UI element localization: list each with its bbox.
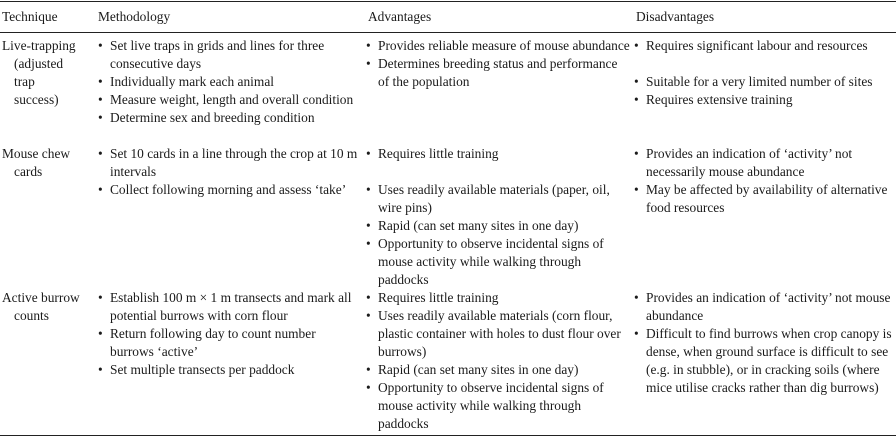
item-text: Rapid (can set many sites in one day) <box>378 362 579 377</box>
list-item <box>98 325 360 361</box>
list-item <box>366 307 630 361</box>
bullet-icon: • <box>98 92 103 107</box>
row-3-methodology <box>98 289 360 379</box>
bullet-icon: • <box>634 290 639 305</box>
technique-line: trap <box>14 74 35 89</box>
bullet-icon: • <box>634 326 639 341</box>
bullet-icon: • <box>366 380 371 395</box>
item-text: Provides an indication of ‘activity’ not mouse abundance <box>646 290 891 323</box>
bullet-icon: • <box>366 182 371 197</box>
technique-line: counts <box>14 308 49 323</box>
item-text: Set live traps in grids and lines for three consecutive days <box>110 38 325 71</box>
bullet-icon: • <box>366 290 371 305</box>
list-item <box>98 37 360 73</box>
row-2-technique <box>2 145 92 181</box>
bullet-icon: • <box>366 56 371 71</box>
bullet-icon: • <box>634 74 639 89</box>
item-text: Uses readily available materials (corn flour, plastic container with holes to dust flour over burrows) <box>378 308 621 359</box>
header-methodology: Methodology <box>98 9 171 24</box>
list-item <box>366 55 630 91</box>
item-text: Uses readily available materials (paper, oil, wire pins) <box>378 182 610 215</box>
row-3-disadvantages <box>634 289 894 397</box>
item-text: Individually mark each animal <box>110 74 274 89</box>
list-item <box>366 181 630 217</box>
item-text: Requires extensive training <box>646 92 793 107</box>
header-advantages: Advantages <box>368 9 432 24</box>
list-item <box>98 181 360 199</box>
list-item <box>634 73 894 91</box>
list-item <box>98 73 360 91</box>
item-text: Difficult to find burrows when crop canopy is dense, when ground surface is difficult to see (e.g. in stubble), or in cracking soils (where mice utilise cracks rather than dig burrows) <box>646 326 892 395</box>
item-text: Collect following morning and assess ‘take’ <box>110 182 347 197</box>
item-text: Requires little training <box>378 146 499 161</box>
list-item <box>366 379 630 433</box>
technique-line: Active burrow <box>2 290 80 305</box>
list-item <box>98 145 360 181</box>
row-1-technique <box>2 37 92 109</box>
spacer <box>366 163 630 181</box>
row-2-disadvantages <box>634 145 894 217</box>
row-3-advantages <box>366 289 630 433</box>
top-rule <box>0 1 896 2</box>
bullet-icon: • <box>366 236 371 251</box>
item-text: Set multiple transects per paddock <box>110 362 295 377</box>
list-item <box>634 325 894 397</box>
item-text: Requires significant labour and resources <box>646 38 868 53</box>
bullet-icon: • <box>366 362 371 377</box>
technique-line: cards <box>14 164 43 179</box>
item-text: Return following day to count number burrows ‘active’ <box>110 326 316 359</box>
list-item <box>634 145 894 181</box>
bullet-icon: • <box>98 326 103 341</box>
bullet-icon: • <box>98 110 103 125</box>
bullet-icon: • <box>98 38 103 53</box>
item-text: Establish 100 m × 1 m transects and mark all potential burrows with corn flour <box>110 290 352 323</box>
bullet-icon: • <box>98 362 103 377</box>
list-item <box>366 145 630 163</box>
list-item <box>634 37 894 55</box>
spacer <box>634 55 894 73</box>
header-rule <box>0 32 896 33</box>
row-1-advantages <box>366 37 630 91</box>
header-disadvantages: Disadvantages <box>636 9 715 24</box>
item-text: Determine sex and breeding condition <box>110 110 315 125</box>
bullet-icon: • <box>98 290 103 305</box>
list-item <box>98 109 360 127</box>
list-item <box>366 37 630 55</box>
header-technique: Technique <box>2 9 58 24</box>
list-item <box>366 217 630 235</box>
item-text: Opportunity to observe incidental signs of mouse activity while walking through paddocks <box>378 380 604 431</box>
bullet-icon: • <box>366 38 371 53</box>
list-item <box>366 361 630 379</box>
technique-line: success) <box>14 92 59 107</box>
list-item <box>98 361 360 379</box>
bullet-icon: • <box>98 146 103 161</box>
item-text: Opportunity to observe incidental signs of mouse activity while walking through paddocks <box>378 236 604 287</box>
bullet-icon: • <box>366 146 371 161</box>
row-1-methodology <box>98 37 360 127</box>
bottom-rule <box>0 435 896 436</box>
bullet-icon: • <box>634 38 639 53</box>
item-text: Requires little training <box>378 290 499 305</box>
row-3-technique <box>2 289 92 325</box>
bullet-icon: • <box>98 182 103 197</box>
item-text: Determines breeding status and performance of the population <box>378 56 618 89</box>
row-2-advantages <box>366 145 630 289</box>
bullet-icon: • <box>634 92 639 107</box>
item-text: Suitable for a very limited number of sites <box>646 74 873 89</box>
list-item <box>634 91 894 109</box>
bullet-icon: • <box>366 308 371 323</box>
row-1-disadvantages <box>634 37 894 109</box>
technique-line: Live-trapping <box>2 38 76 53</box>
bullet-icon: • <box>634 146 639 161</box>
item-text: Provides an indication of ‘activity’ not necessarily mouse abundance <box>646 146 853 179</box>
bullet-icon: • <box>98 74 103 89</box>
item-text: Provides reliable measure of mouse abundance <box>378 38 630 53</box>
item-text: May be affected by availability of alternative food resources <box>646 182 888 215</box>
bullet-icon: • <box>634 182 639 197</box>
list-item <box>366 289 630 307</box>
list-item <box>634 181 894 217</box>
technique-line: Mouse chew <box>2 146 71 161</box>
technique-line: (adjusted <box>14 56 64 71</box>
list-item <box>366 235 630 289</box>
item-text: Rapid (can set many sites in one day) <box>378 218 579 233</box>
row-2-methodology <box>98 145 360 199</box>
list-item <box>634 289 894 325</box>
list-item <box>98 91 360 109</box>
item-text: Set 10 cards in a line through the crop at 10 m intervals <box>110 146 358 179</box>
item-text: Measure weight, length and overall condition <box>110 92 354 107</box>
list-item <box>98 289 360 325</box>
bullet-icon: • <box>366 218 371 233</box>
